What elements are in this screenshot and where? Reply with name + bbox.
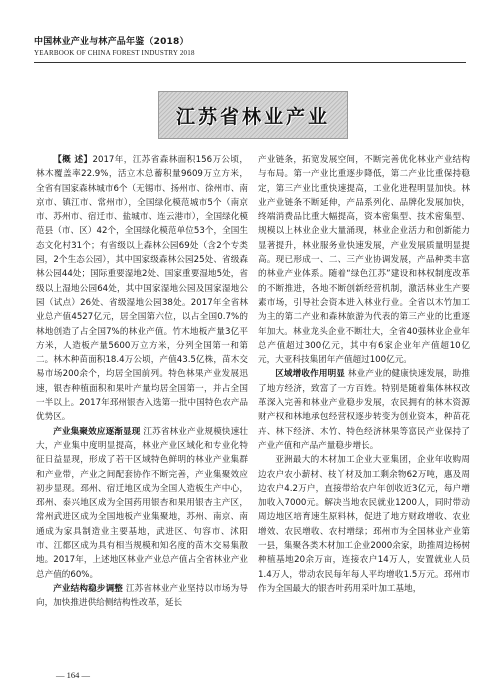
header-divider: [34, 62, 466, 63]
paragraph-body: 江苏省林业产业规模快速壮大，产业集中度明显提高，林业产业区域化和专业化特征日益显现，形成了若干区域特色鲜明的林业产业集群和产业带，产业之间配套协作不断完善，产业集聚效应初步显现。邳州、宿迁地区成为全国人造板生产中心，邳州、泰兴地区成为全国药用银杏和果用银杏主产区，常州武进区成为全国地板产业集聚地，苏州、南京、南通成为家具制造业主要基地，武进区、句容市、沭阳市、江都区成为具有相当规模和知名度的苗木交易集散地。2017年，上述地区林业产业总产值占全省林业产业总产值的60%。: [36, 426, 248, 580]
paragraph-body: 林业产业的健康快速发展，助推了地方经济，致富了一方百姓。特别是随着集体林权改革深入完善和林业产业稳步发展，农民拥有的林木资源财产权和林地承包经营权逐步转变为创业资本，种苗花卉、林下经济、木竹、特色经济林果等富民产业保持了产业产值和产品产量稳步增长。: [258, 369, 470, 451]
running-header: [34, 36, 470, 58]
paragraph-income: [258, 367, 470, 453]
section-banner: [158, 91, 348, 139]
paragraph-lead: 产业集聚效应逐渐显现: [53, 426, 141, 437]
paragraph-body: 2017年，江苏省森林面积156万公顷，林木覆盖率22.9%，活立木总蓄积量9609万立方米，全省有国家森林城市6个（无锡市、扬州市、徐州市、南京市、镇江市、常州市），全国绿化模范城市5个（南京市、苏州市、宿迁市、盐城市、连云港市），全国绿化模范县（市、区）42个，全国绿化模范单位53个，全国生态文化村31个；有省级以上森林公园69处（含2个专类园，2个生态公园），其中国家级森林公园25处、省级森林公园44处；国际重要湿地2处、国家重要湿地5处，省级以上湿地公园64处，其中国家湿地公园及国家湿地公园（试点）26处、省级湿地公园38处。2017年全省林业总产值4527亿元，居全国第六位，以占全国0.7%的林地创造了占全国7%的林业产值。竹木地板产量3亿平方米，人造板产量5600万立方米，分列全国第一和第二。林木种苗面积18.4万公顷，产值43.5亿株，苗木交易市场200余个，均居全国前列。特色林果产业发展迅速，银杏种植面积和果叶产量均居全国第一，并占全国一半以上。2017年邳州银杏入选第一批中国特色农产品优势区。: [36, 155, 248, 423]
paragraph-daya-pizhou: 亚洲最大的木材加工企业大亚集团，企业年收购周边农户农小薪材、枝丫材及加工剩余物62万吨，惠及周边农户4.2万户，直接带给农户年创收近3亿元，每户增加收入7000元。解决当地农民就业1200人，同时带动周边地区培育速生原料林，促进了地方财政增收、农业增效、农民增收、农村增绿；邳州市为全国林业产业第一县，集聚各类木材加工企业2000余家，助推周边杨树种植基地20余万亩，连接农户14万人，安置就业人员1.4万人，带动农民每年每人平均增收1.5万元。邳州市作为全国最大的银杏叶药用采叶加工基地，: [258, 455, 470, 594]
paragraph-overview: [36, 153, 248, 425]
page-number: — 164 —: [56, 670, 90, 680]
paragraph-structure-continued: 产业链条，拓宽发展空间，不断完善优化林业产业结构与布局。第一产业比重逐步降低，第二产业比重保持稳定，第三产业比重快速提高，工业化进程明显加快。林业产业链条不断延伸，产品系列化、品牌化发展加快，终端消费品比重大幅提高，资本密集型、技术密集型、规模以上林业企业大量涌现，林业企业活力和创新能力显著提升，林业服务业快速发展，产业发展质量明显提高。现已形成一、二、三产业协调发展，产品种类丰富的林业产业体系。随着“绿色江苏”建设和林权制度改革的不断推进，各地不断创新经营机制，激活林业生产要素市场，引导社会资本进入林业行业。全省以木竹加工为主的第二产业和森林旅游为代表的第三产业的比重逐年加大。林业龙头企业不断壮大，全省40强林业企业年总产值超过300亿元，其中有6家企业年产值超10亿元，大亚科技集团年产值超过100亿元。: [258, 155, 470, 366]
paragraph-cluster: [36, 425, 248, 582]
paragraph-structure: [36, 582, 248, 611]
header-title-zh: 中国林业产业与林产品年鉴（2018）: [34, 37, 189, 47]
paragraph-lead: 【概 述】: [53, 155, 93, 165]
section-title: 江苏省林业产业: [175, 105, 330, 128]
right-column: [258, 153, 470, 665]
left-column: [36, 153, 248, 665]
paragraph-lead: 产业结构稳步调整: [53, 583, 124, 594]
header-title-en: YEARBOOK OF CHINA FOREST INDUSTRY 2018: [34, 49, 195, 57]
paragraph-body: 江苏省林业产业坚持以市场为导向，加快推进供给侧结构性改革，延长: [36, 583, 248, 609]
paragraph-lead: 区域增收作用明显: [275, 369, 346, 380]
